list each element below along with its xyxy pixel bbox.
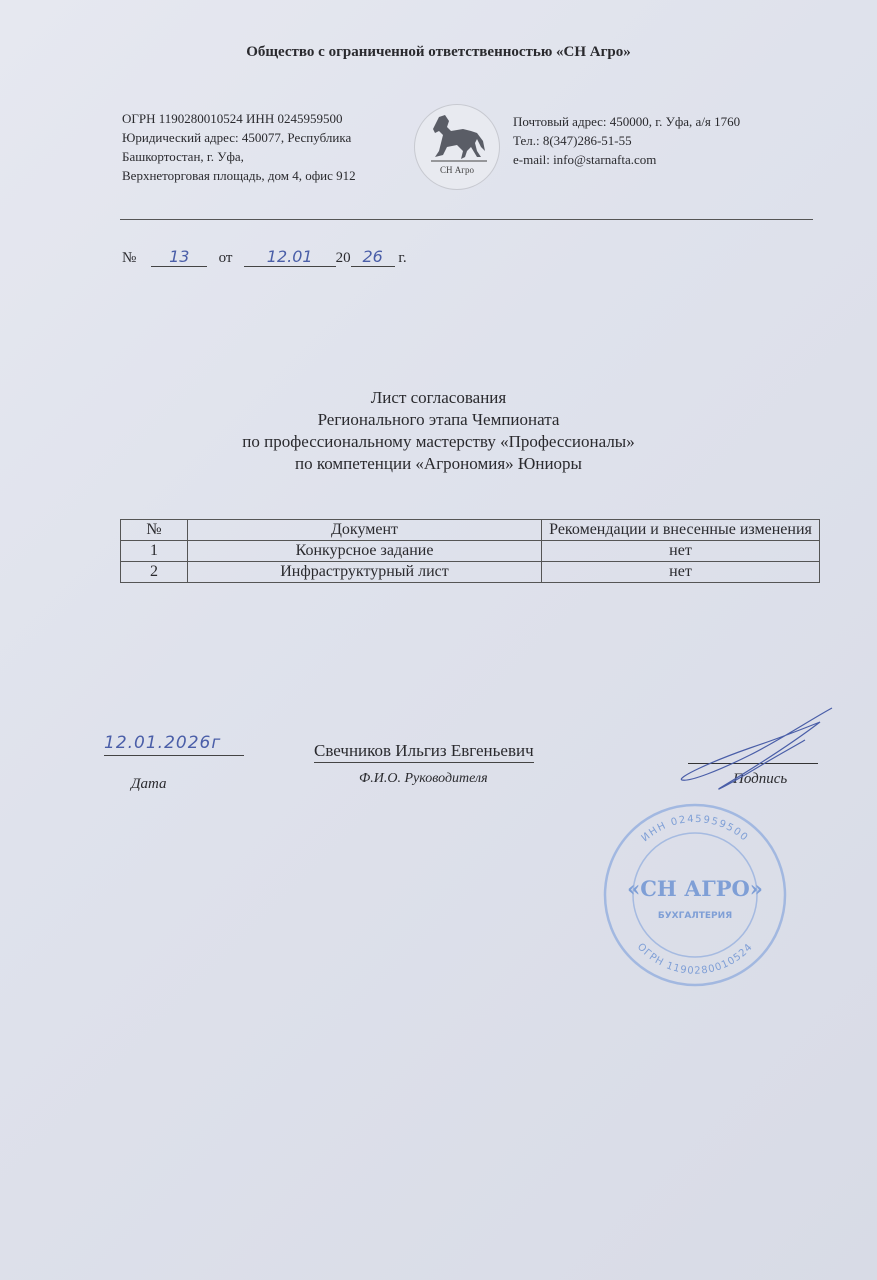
stamp-sub-text: БУХГАЛТЕРИЯ bbox=[657, 911, 733, 921]
requisite-line: Юридический адрес: 450077, Республика bbox=[122, 130, 352, 145]
approval-table bbox=[120, 519, 820, 583]
row-number: 1 bbox=[121, 541, 188, 562]
year-value: 26 bbox=[351, 248, 395, 267]
head-full-name: Свечников Ильгиз Евгеньевич bbox=[314, 741, 534, 763]
row-recommendations: нет bbox=[542, 541, 820, 562]
signature-label: Подпись bbox=[733, 771, 788, 787]
logo-caption: СН Агро bbox=[440, 165, 474, 175]
header-number: № bbox=[121, 520, 188, 541]
table-header-row bbox=[121, 520, 820, 541]
postal-requisites bbox=[513, 112, 740, 169]
company-stamp bbox=[600, 800, 790, 990]
header-divider bbox=[120, 219, 813, 220]
date-label: Дата bbox=[131, 776, 167, 792]
head-name-label: Ф.И.О. Руководителя bbox=[359, 771, 488, 786]
row-recommendations: нет bbox=[542, 562, 820, 583]
from-label: от bbox=[218, 250, 233, 266]
row-document: Конкурсное задание bbox=[188, 541, 542, 562]
stamp-bottom-arc: ОГРН 1190280010524 bbox=[634, 941, 756, 977]
row-document: Инфраструктурный лист bbox=[188, 562, 542, 583]
number-label: № bbox=[122, 250, 137, 266]
stamp-top-arc: ИНН 0245959500 bbox=[639, 813, 751, 845]
requisite-line: Тел.: 8(347)286-51-55 bbox=[513, 133, 632, 148]
registration-line bbox=[122, 248, 407, 267]
date-value: 12.01 bbox=[244, 248, 336, 267]
year-prefix: 20 bbox=[335, 250, 351, 266]
horse-icon bbox=[425, 111, 489, 167]
header-recommendations: Рекомендации и внесенные изменения bbox=[542, 520, 820, 541]
requisite-line: Верхнеторговая площадь, дом 4, офис 912 bbox=[122, 168, 356, 183]
table-row bbox=[121, 541, 820, 562]
year-suffix: г. bbox=[398, 250, 407, 266]
title-line: Регионального этапа Чемпионата bbox=[317, 410, 560, 429]
requisite-line: Башкортостан, г. Уфа, bbox=[122, 149, 244, 164]
document-title bbox=[0, 387, 877, 475]
row-number: 2 bbox=[121, 562, 188, 583]
requisite-line: e-mail: info@starnafta.com bbox=[513, 152, 657, 167]
table-row bbox=[121, 562, 820, 583]
title-line: Лист согласования bbox=[370, 388, 507, 407]
handwritten-signature bbox=[670, 700, 840, 800]
organization-name: Общество с ограниченной ответственностью «СН Агро» bbox=[246, 44, 631, 60]
title-line: по профессиональному мастерству «Профессионалы» bbox=[242, 432, 635, 451]
number-value: 13 bbox=[151, 248, 207, 267]
header-document: Документ bbox=[188, 520, 542, 541]
signoff-date: 12.01.2026г bbox=[104, 733, 244, 756]
requisite-line: ОГРН 1190280010524 ИНН 0245959500 bbox=[122, 111, 343, 126]
legal-requisites bbox=[122, 109, 356, 185]
stamp-center-text: «СН АГРО» bbox=[627, 876, 763, 901]
title-line: по компетенции «Агрономия» Юниоры bbox=[295, 454, 582, 473]
requisite-line: Почтовый адрес: 450000, г. Уфа, а/я 1760 bbox=[513, 114, 741, 129]
company-logo bbox=[414, 104, 500, 190]
